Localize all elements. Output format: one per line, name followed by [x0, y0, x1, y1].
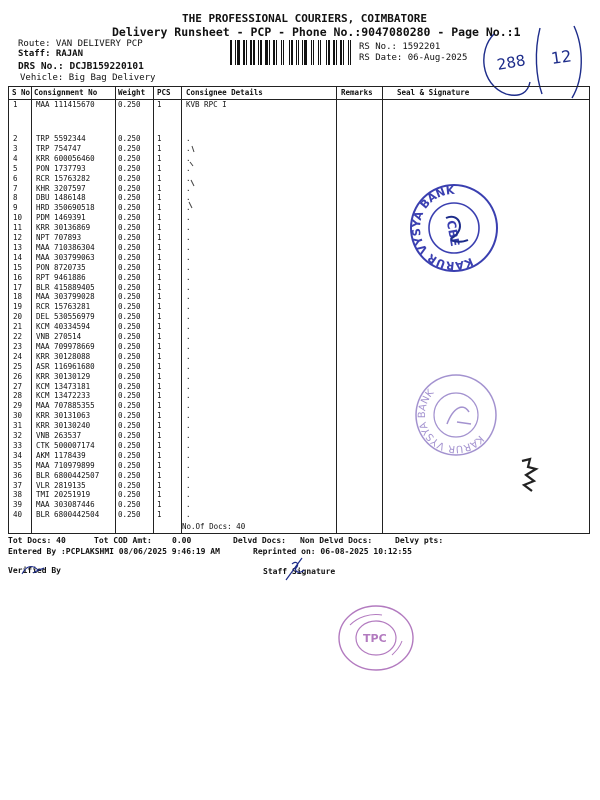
- staff: Staff: RAJAN: [18, 49, 84, 59]
- cell-wt: 0.250: [118, 223, 141, 233]
- cell-name: .: [186, 351, 191, 361]
- cell-name: .: [186, 183, 191, 193]
- cell-pcs: 1: [157, 302, 162, 312]
- handwritten-12: 12: [549, 46, 573, 68]
- cell-sno: 25: [13, 361, 23, 371]
- cell-cons: VLR 2819135: [36, 480, 86, 490]
- cell-sno: 20: [13, 312, 23, 322]
- table-row: [9, 223, 589, 233]
- entered-by: Entered By :PCPLAKSHMI 08/06/2025 9:46:19 AM: [8, 547, 220, 556]
- delivery-points: Delvy pts:: [395, 536, 444, 545]
- cell-cons: RCR 15763281: [36, 302, 91, 312]
- cell-sno: 34: [13, 450, 23, 460]
- cell-cons: KHR 3207597: [36, 183, 86, 193]
- table-row: [9, 342, 589, 352]
- cell-wt: 0.250: [118, 153, 141, 163]
- cell-cons: TMI 20251919: [36, 490, 91, 500]
- cell-pcs: 1: [157, 401, 162, 411]
- cell-name: .: [186, 322, 191, 332]
- table-row: [9, 100, 589, 110]
- cell-sno: 17: [13, 282, 23, 292]
- table-row: [9, 154, 589, 164]
- total-docs: Tot Docs: 40: [8, 536, 66, 545]
- table-row: [9, 292, 589, 302]
- cell-pcs: 1: [157, 183, 162, 193]
- cell-pcs: 1: [157, 173, 162, 183]
- table-row: [9, 481, 589, 491]
- cell-wt: 0.250: [118, 203, 141, 213]
- table-row: [9, 302, 589, 312]
- cell-wt: 0.250: [118, 282, 141, 292]
- table-row: [9, 451, 589, 461]
- cell-sno: 26: [13, 371, 23, 381]
- barcode: [230, 40, 355, 65]
- table-row: [9, 233, 589, 243]
- cell-name: .: [186, 332, 191, 341]
- cell-cons: BLR 6800442504: [36, 510, 100, 520]
- table-row: [9, 322, 589, 332]
- cell-cons: MAA 707885355: [36, 401, 95, 411]
- cell-pcs: 1: [157, 440, 162, 450]
- cell-name: .: [186, 500, 191, 510]
- total-cod-label: Tot COD Amt:: [94, 536, 152, 545]
- cell-name: .: [186, 391, 191, 401]
- cell-name: .: [186, 371, 191, 381]
- cell-cons: HRD 350690518: [36, 203, 95, 213]
- table-row: [9, 213, 589, 223]
- cell-pcs: 1: [157, 223, 162, 233]
- tpc-seal-text: TPC: [363, 632, 387, 645]
- cell-cons: TRP 5592344: [36, 134, 86, 143]
- cell-name: .: [186, 302, 191, 312]
- cell-wt: 0.250: [118, 193, 141, 203]
- cell-wt: 0.250: [118, 292, 141, 302]
- cell-pcs: 1: [157, 500, 162, 510]
- cell-name: .: [186, 223, 191, 233]
- verified-by: Verified By: [8, 566, 61, 575]
- cell-wt: 0.250: [118, 371, 141, 381]
- cell-sno: 6: [13, 173, 18, 183]
- cell-name: .: [186, 411, 191, 421]
- cell-pcs: 1: [157, 361, 162, 371]
- col-seal-signature: Seal & Signature: [397, 88, 470, 97]
- no-of-docs: No.Of Docs: 40: [182, 522, 246, 531]
- cell-pcs: 1: [157, 153, 162, 163]
- table-row: [9, 203, 589, 213]
- cell-cons: BLR 6800442507: [36, 470, 100, 480]
- sheet-title: Delivery Runsheet - PCP - Phone No.:9047080280 - Page No.:1: [112, 25, 521, 39]
- cell-cons: MAA 303087446: [36, 500, 95, 510]
- cell-cons: MAA 111415670: [36, 100, 95, 109]
- table-row: [9, 490, 589, 500]
- cell-name: .: [186, 203, 191, 213]
- table-row: [9, 283, 589, 293]
- cell-name: .: [186, 381, 191, 391]
- table-row: [9, 510, 589, 520]
- cell-pcs: 1: [157, 233, 162, 242]
- cell-name: .: [186, 242, 191, 252]
- cell-sno: 21: [13, 322, 23, 332]
- cell-sno: 23: [13, 341, 23, 351]
- ink-smudge: [516, 455, 546, 495]
- cell-name: .: [186, 431, 191, 440]
- col-sno: S No: [12, 88, 31, 97]
- cell-sno: 8: [13, 193, 18, 203]
- col-remarks: Remarks: [341, 88, 373, 97]
- cell-sno: 31: [13, 421, 23, 431]
- cell-cons: KRR 30128088: [36, 351, 91, 361]
- cell-sno: 7: [13, 183, 18, 193]
- cell-sno: 18: [13, 292, 23, 302]
- cell-sno: 22: [13, 332, 23, 341]
- cell-pcs: 1: [157, 332, 162, 341]
- cell-wt: 0.250: [118, 470, 141, 480]
- cell-name: .: [186, 134, 191, 143]
- cell-wt: 0.250: [118, 500, 141, 510]
- cell-cons: PON 1737793: [36, 163, 86, 173]
- cell-sno: 3: [13, 143, 18, 153]
- staff-signature: [282, 556, 308, 582]
- cell-sno: 9: [13, 203, 18, 213]
- cell-name: .: [186, 470, 191, 480]
- cell-pcs: 1: [157, 510, 162, 520]
- cell-pcs: 1: [157, 272, 162, 282]
- cell-pcs: 1: [157, 292, 162, 302]
- rs-number: RS No.: 1592201: [359, 42, 441, 52]
- cell-cons: KRR 30130240: [36, 421, 91, 431]
- table-row: [9, 421, 589, 431]
- delivered-docs: Delvd Docs:: [233, 536, 286, 545]
- cell-pcs: 1: [157, 322, 162, 332]
- cell-sno: 28: [13, 391, 23, 401]
- bank-seal-stamp: [408, 182, 500, 274]
- cell-name: .: [186, 460, 191, 470]
- cell-wt: 0.250: [118, 332, 141, 341]
- cell-sno: 1: [13, 100, 18, 109]
- table-row: [9, 273, 589, 283]
- cell-pcs: 1: [157, 341, 162, 351]
- cell-name: .: [186, 450, 191, 460]
- cell-cons: KCM 40334594: [36, 322, 91, 332]
- cell-sno: 37: [13, 480, 23, 490]
- cell-cons: MAA 709978669: [36, 341, 95, 351]
- cell-name: .: [186, 480, 191, 490]
- cell-pcs: 1: [157, 100, 162, 109]
- handwritten-288: 288: [495, 51, 527, 74]
- cell-pcs: 1: [157, 312, 162, 322]
- cell-pcs: 1: [157, 421, 162, 431]
- cell-cons: KRR 30130129: [36, 371, 91, 381]
- cell-pcs: 1: [157, 213, 162, 223]
- cell-wt: 0.250: [118, 431, 141, 440]
- col-weight: Weight: [118, 88, 146, 97]
- cell-name: .: [186, 440, 191, 450]
- cell-pcs: 1: [157, 163, 162, 173]
- cell-wt: 0.250: [118, 302, 141, 312]
- cell-sno: 29: [13, 401, 23, 411]
- cell-wt: 0.250: [118, 143, 141, 153]
- table-row: [9, 391, 589, 401]
- cell-sno: 35: [13, 460, 23, 470]
- cell-name: .: [186, 213, 191, 223]
- cell-wt: 0.250: [118, 490, 141, 500]
- col-consignee: Consignee Details: [186, 88, 263, 97]
- cell-wt: 0.250: [118, 361, 141, 371]
- col-pcs: PCS: [157, 88, 171, 97]
- cell-wt: 0.250: [118, 450, 141, 460]
- drs-number: DRS No.: DCJB159220101: [18, 61, 144, 72]
- cell-pcs: 1: [157, 470, 162, 480]
- cell-cons: MAA 710386304: [36, 242, 95, 252]
- cell-sno: 36: [13, 470, 23, 480]
- table-row: [9, 134, 589, 144]
- table-row: [9, 382, 589, 392]
- cell-wt: 0.250: [118, 351, 141, 361]
- cell-wt: 0.250: [118, 173, 141, 183]
- cell-pcs: 1: [157, 262, 162, 272]
- cell-sno: 24: [13, 351, 23, 361]
- cell-pcs: 1: [157, 242, 162, 252]
- cell-wt: 0.250: [118, 134, 141, 143]
- cell-cons: MAA 303799028: [36, 292, 95, 302]
- cell-sno: 30: [13, 411, 23, 421]
- cell-sno: 39: [13, 500, 23, 510]
- cell-sno: 32: [13, 431, 23, 440]
- cell-sno: 10: [13, 213, 23, 223]
- cell-wt: 0.250: [118, 411, 141, 421]
- cell-cons: KRR 30136869: [36, 223, 91, 233]
- cell-cons: RPT 9461886: [36, 272, 86, 282]
- table-row: [9, 431, 589, 441]
- cell-pcs: 1: [157, 143, 162, 153]
- pen-marks: [182, 142, 202, 232]
- cell-name: .: [186, 143, 191, 153]
- cell-sno: 13: [13, 242, 23, 252]
- table-row: [9, 471, 589, 481]
- cell-pcs: 1: [157, 193, 162, 203]
- cell-sno: 12: [13, 233, 23, 242]
- cell-pcs: 1: [157, 450, 162, 460]
- total-cod-value: 0.00: [172, 536, 192, 545]
- cell-name: .: [186, 153, 191, 163]
- table-row: [9, 461, 589, 471]
- cell-wt: 0.250: [118, 460, 141, 470]
- cell-cons: TRP 754747: [36, 143, 82, 153]
- cell-cons: BLR 415889405: [36, 282, 95, 292]
- cell-cons: VNB 263537: [36, 431, 82, 440]
- cell-name: .: [186, 292, 191, 302]
- company-name: THE PROFESSIONAL COURIERS, COIMBATORE: [182, 12, 428, 25]
- bank-seal-stamp-faded: [413, 372, 499, 458]
- cell-cons: RCR 15763282: [36, 173, 91, 183]
- cell-sno: 11: [13, 223, 23, 233]
- route: Route: VAN DELIVERY PCP: [18, 39, 143, 49]
- cell-pcs: 1: [157, 480, 162, 490]
- cell-name: .: [186, 252, 191, 262]
- cell-name: .: [186, 341, 191, 351]
- cell-wt: 0.250: [118, 510, 141, 520]
- cell-name: .: [186, 173, 191, 183]
- cell-wt: 0.250: [118, 480, 141, 490]
- cell-name: .: [186, 233, 191, 242]
- cell-sno: 40: [13, 510, 23, 520]
- cell-wt: 0.250: [118, 163, 141, 173]
- cell-cons: VNB 270514: [36, 332, 82, 341]
- cell-cons: ASR 116961680: [36, 361, 95, 371]
- bank-seal-faded-text: KARUR VYSYA BANK: [416, 387, 486, 455]
- table-row: [9, 362, 589, 372]
- cell-wt: 0.250: [118, 401, 141, 411]
- staff-signature-label: Staff Signature: [263, 567, 336, 576]
- cell-wt: 0.250: [118, 183, 141, 193]
- table-row: [9, 243, 589, 253]
- cell-cons: PDM 1469391: [36, 213, 86, 223]
- cell-wt: 0.250: [118, 252, 141, 262]
- cell-wt: 0.250: [118, 233, 141, 242]
- table-row: [9, 253, 589, 263]
- cell-wt: 0.250: [118, 440, 141, 450]
- table-row: [9, 312, 589, 322]
- cell-sno: 15: [13, 262, 23, 272]
- cell-pcs: 1: [157, 203, 162, 213]
- cell-cons: MAA 303799063: [36, 252, 95, 262]
- cell-wt: 0.250: [118, 322, 141, 332]
- runsheet-table: [8, 86, 590, 534]
- col-consignment: Consignment No: [34, 88, 98, 97]
- cell-pcs: 1: [157, 490, 162, 500]
- cell-pcs: 1: [157, 460, 162, 470]
- cell-cons: NPT 707893: [36, 233, 82, 242]
- cell-wt: 0.250: [118, 421, 141, 431]
- cell-cons: DEL 530556979: [36, 312, 95, 322]
- cell-wt: 0.250: [118, 272, 141, 282]
- bank-seal-text: KARUR VYSYA BANK: [409, 183, 476, 273]
- cell-name: .: [186, 163, 191, 173]
- cell-pcs: 1: [157, 282, 162, 292]
- cell-name: KVB RPC I: [186, 100, 227, 109]
- cell-pcs: 1: [157, 391, 162, 401]
- table-row: [9, 411, 589, 421]
- rs-date: RS Date: 06-Aug-2025: [359, 53, 468, 63]
- table-row: [9, 174, 589, 184]
- cell-pcs: 1: [157, 252, 162, 262]
- cell-name: .: [186, 361, 191, 371]
- cell-name: .: [186, 282, 191, 292]
- table-row: [9, 372, 589, 382]
- cell-cons: PON 8720735: [36, 262, 86, 272]
- cell-cons: KRR 30131063: [36, 411, 91, 421]
- cell-sno: 2: [13, 134, 18, 143]
- tpc-seal-stamp: [336, 603, 416, 673]
- cell-cons: AKM 1178439: [36, 450, 86, 460]
- vehicle: Vehicle: Big Bag Delivery: [20, 73, 156, 83]
- non-delivered-docs: Non Delvd Docs:: [300, 536, 373, 545]
- cell-sno: 38: [13, 490, 23, 500]
- cell-cons: CTK 500007174: [36, 440, 95, 450]
- cell-sno: 27: [13, 381, 23, 391]
- cell-name: .: [186, 272, 191, 282]
- cell-name: .: [186, 401, 191, 411]
- cell-pcs: 1: [157, 134, 162, 143]
- cell-pcs: 1: [157, 411, 162, 421]
- cell-wt: 0.250: [118, 341, 141, 351]
- cell-name: .: [186, 490, 191, 500]
- table-row: [9, 401, 589, 411]
- cell-sno: 16: [13, 272, 23, 282]
- table-row: [9, 184, 589, 194]
- table-row: [9, 332, 589, 342]
- cell-wt: 0.250: [118, 381, 141, 391]
- cell-sno: 19: [13, 302, 23, 312]
- cell-cons: MAA 710979899: [36, 460, 95, 470]
- cell-name: .: [186, 312, 191, 322]
- cell-sno: 14: [13, 252, 23, 262]
- cell-name: .: [186, 262, 191, 272]
- cell-cons: KCM 13472233: [36, 391, 91, 401]
- bank-seal-center: CBE: [443, 219, 463, 248]
- cell-wt: 0.250: [118, 213, 141, 223]
- cell-wt: 0.250: [118, 391, 141, 401]
- cell-wt: 0.250: [118, 312, 141, 322]
- cell-wt: 0.250: [118, 262, 141, 272]
- cell-wt: 0.250: [118, 100, 141, 109]
- table-row: [9, 144, 589, 154]
- verifier-signature: [8, 560, 48, 578]
- table-row: [9, 164, 589, 174]
- cell-pcs: 1: [157, 351, 162, 361]
- table-row: [9, 193, 589, 203]
- cell-pcs: 1: [157, 371, 162, 381]
- cell-cons: DBU 1486148: [36, 193, 86, 203]
- cell-cons: KCM 13473181: [36, 381, 91, 391]
- cell-name: .: [186, 510, 191, 520]
- cell-pcs: 1: [157, 381, 162, 391]
- cell-name: .: [186, 421, 191, 431]
- cell-name: .: [186, 193, 191, 203]
- cell-cons: KRR 600056460: [36, 153, 95, 163]
- cell-sno: 4: [13, 153, 18, 163]
- cell-pcs: 1: [157, 431, 162, 440]
- reprinted-on: Reprinted on: 06-08-2025 10:12:55: [253, 547, 412, 556]
- table-row: [9, 500, 589, 510]
- cell-sno: 33: [13, 440, 23, 450]
- cell-wt: 0.250: [118, 242, 141, 252]
- cell-sno: 5: [13, 163, 18, 173]
- table-row: [9, 263, 589, 273]
- table-row: [9, 441, 589, 451]
- table-row: [9, 352, 589, 362]
